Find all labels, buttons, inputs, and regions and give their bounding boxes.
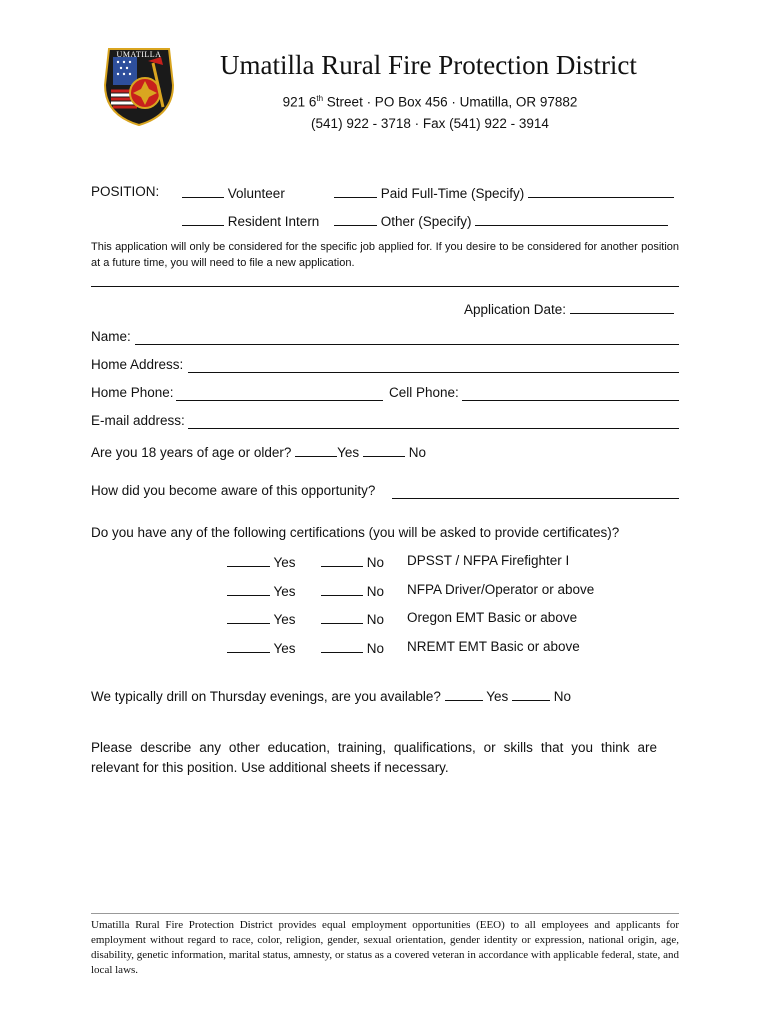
home-address-input[interactable]: [188, 358, 679, 373]
email-label: E-mail address:: [91, 413, 185, 428]
cert-row[interactable]: No: [321, 553, 384, 570]
page-title: Umatilla Rural Fire Protection District: [220, 50, 637, 80]
aware-label: How did you become aware of this opportunity?: [91, 483, 376, 498]
cert-name: DPSST / NFPA Firefighter I: [407, 553, 570, 568]
cell-phone-label: Cell Phone:: [389, 385, 459, 400]
phone-line: (541) 922 - 3718 · Fax (541) 922 - 3914: [311, 116, 549, 131]
certifications-question: Do you have any of the following certifications (you will be asked to provide certificates)?: [91, 525, 620, 540]
home-address-label: Home Address:: [91, 357, 184, 372]
application-note: This application will only be considered for the specific job applied for. If you desire to be considered for another position at a future time, you will need to file a new application.: [91, 241, 679, 269]
footer-divider: [91, 913, 679, 914]
cert-row[interactable]: No: [321, 582, 384, 599]
cert-row[interactable]: Yes: [227, 639, 296, 656]
drill-question[interactable]: We typically drill on Thursday evenings, are you available? Yes No: [91, 689, 572, 704]
home-phone-label: Home Phone:: [91, 385, 174, 400]
aware-input[interactable]: [392, 484, 679, 499]
logo-text: UMATILLA: [116, 50, 162, 59]
position-label: POSITION:: [91, 184, 160, 199]
divider: [91, 286, 679, 287]
eeo-statement: Umatilla Rural Fire Protection District provides equal employment opportunities (EEO) to all employees and applicants for employment without regard to race, color, religion, gender, sexual orientation, gender identity or expression, national origin, age, disability, genetic information, marital status, amnesty, or status as a covered veteran in accordance with applicable federal, state, and local laws.: [91, 919, 679, 976]
other-option[interactable]: Other (Specify): [334, 212, 668, 229]
cell-phone-input[interactable]: [462, 386, 679, 401]
cert-row[interactable]: Yes: [227, 610, 296, 627]
name-label: Name:: [91, 329, 131, 344]
paid-fulltime-option[interactable]: Paid Full-Time (Specify): [334, 184, 674, 201]
resident-intern-option[interactable]: Resident Intern: [182, 212, 319, 229]
volunteer-option[interactable]: Volunteer: [182, 184, 285, 201]
cert-name: NFPA Driver/Operator or above: [407, 582, 595, 597]
describe-prompt: Please describe any other education, training, qualifications, or skills that you think are relevant for this position. Use additional sheets if necessary.: [91, 740, 657, 775]
application-date-field[interactable]: Application Date:: [464, 300, 674, 317]
email-input[interactable]: [188, 414, 679, 429]
cert-row[interactable]: No: [321, 610, 384, 627]
name-input[interactable]: [135, 330, 679, 345]
home-phone-input[interactable]: [176, 386, 383, 401]
cert-row[interactable]: No: [321, 639, 384, 656]
district-logo: [103, 45, 175, 127]
address-line: 921 6th Street · PO Box 456 · Umatilla, OR 97882: [282, 94, 578, 110]
cert-name: Oregon EMT Basic or above: [407, 610, 578, 625]
cert-row[interactable]: Yes: [227, 582, 296, 599]
cert-name: NREMT EMT Basic or above: [407, 639, 580, 654]
age-question[interactable]: Are you 18 years of age or older? Yes No: [91, 445, 426, 460]
cert-row[interactable]: Yes: [227, 553, 296, 570]
